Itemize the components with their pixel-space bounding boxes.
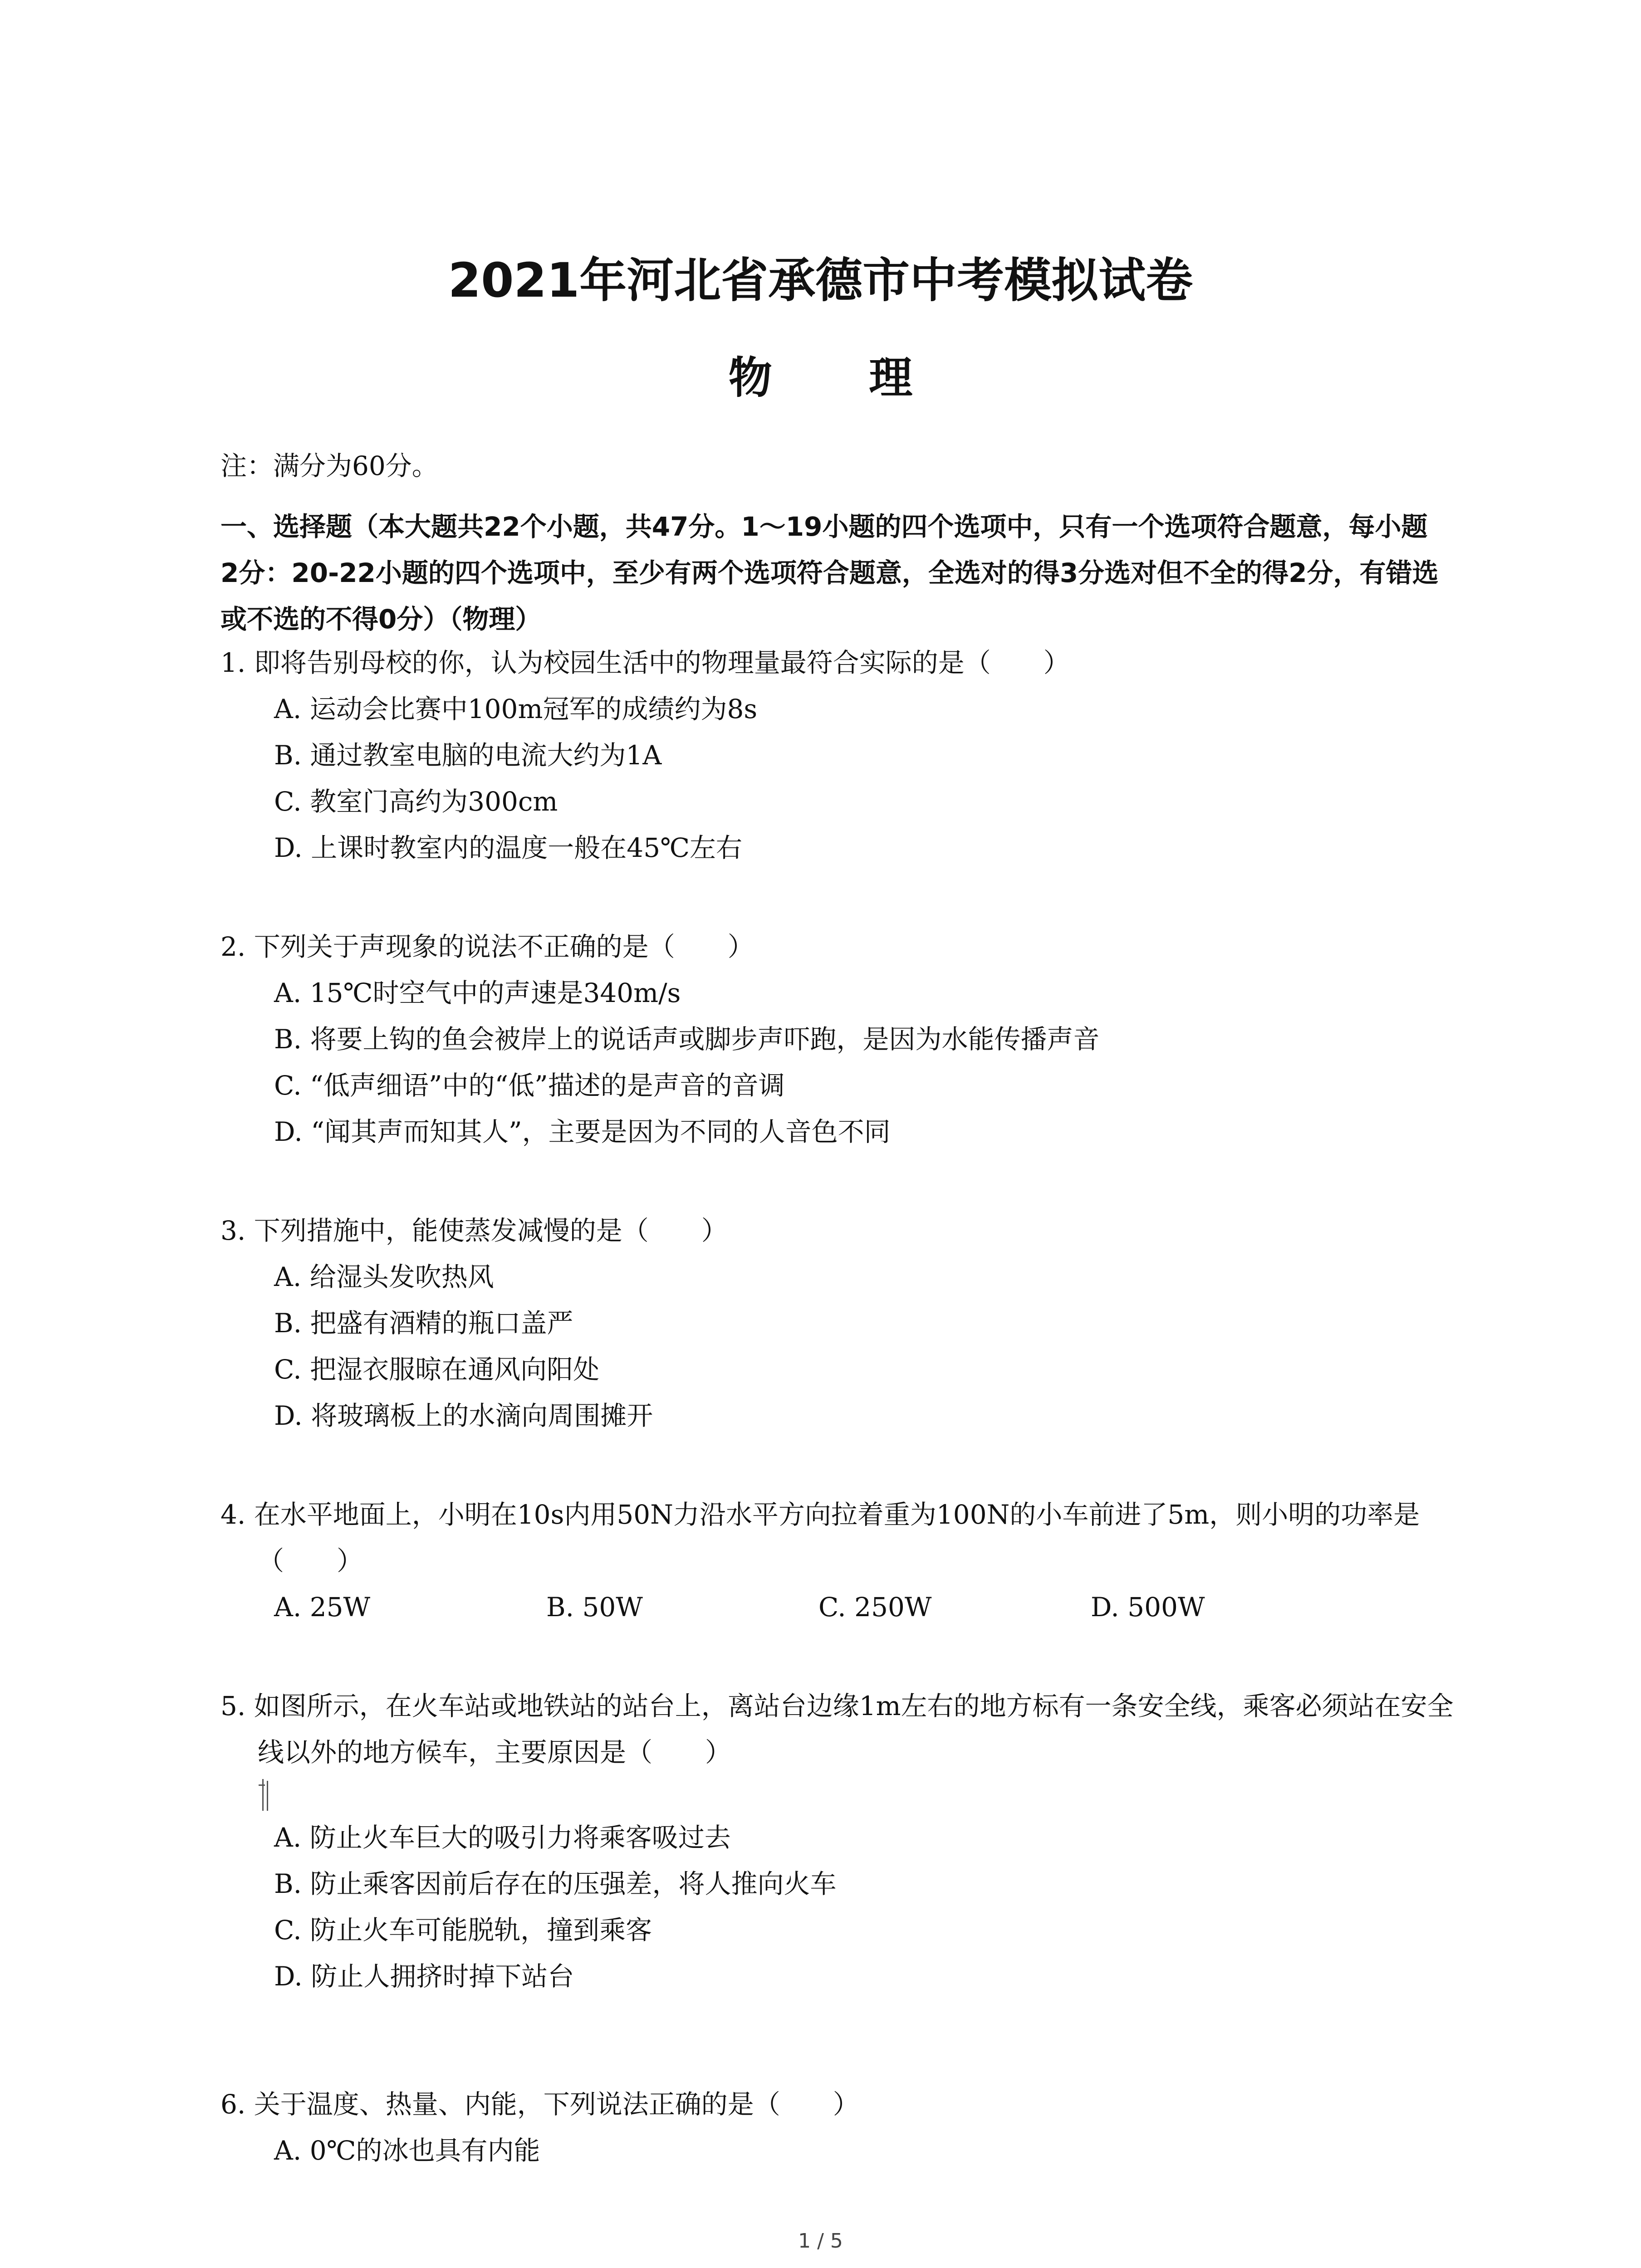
- question-1: [220, 640, 1464, 871]
- question-6: [220, 2081, 1464, 2174]
- question-stem: 3. 下列措施中，能使蒸发减慢的是（ ）: [220, 1215, 728, 1246]
- option-b: B. 将要上钩的鱼会被岸上的说话声或脚步声吓跑，是因为水能传播声音: [274, 1024, 1100, 1055]
- question-2: [220, 924, 1464, 1155]
- platform-figure-icon: [259, 1779, 273, 1811]
- option-c: C. “低声细语”中的“低”描述的是声音的音调: [274, 1070, 785, 1101]
- option-list: [220, 1254, 1464, 1439]
- option-d: D. “闻其声而知其人”，主要是因为不同的人音色不同: [274, 1116, 891, 1147]
- option-a: A. 0℃的冰也具有内能: [274, 2135, 540, 2166]
- page-number: 1 / 5: [798, 2229, 843, 2253]
- subject-title: 物 理: [728, 352, 954, 403]
- option-c: C. 防止火车可能脱轨，撞到乘客: [274, 1915, 652, 1945]
- option-a: A. 15℃时空气中的声速是340m/s: [274, 978, 681, 1008]
- question-stem: 6. 关于温度、热量、内能，下列说法正确的是（ ）: [220, 2089, 859, 2120]
- option-d: D. 500W: [1091, 1592, 1205, 1623]
- question-3: [220, 1207, 1464, 1439]
- option-d: D. 将玻璃板上的水滴向周围摊开: [274, 1400, 653, 1431]
- option-a: A. 给湿头发吹热风: [274, 1261, 494, 1292]
- option-d: D. 防止人拥挤时掉下站台: [274, 1961, 574, 1992]
- question-4: [220, 1491, 1464, 1630]
- option-c: C. 250W: [818, 1592, 932, 1623]
- option-c: C. 教室门高约为300cm: [274, 786, 558, 817]
- option-b: B. 防止乘客因前后存在的压强差，将人推向火车: [274, 1868, 837, 1899]
- option-a: A. 防止火车巨大的吸引力将乘客吸过去: [274, 1822, 731, 1853]
- section-heading: 一、选择题（本大题共22个小题，共47分。1～19小题的四个选项中，只有一个选项符合题意，每小题2分：20-22小题的四个选项中，至少有两个选项符合题意，全选对的得3分选对但不全的得2分，有错选或不选的不得0分）（物理）: [220, 511, 1439, 635]
- option-a: A. 25W: [274, 1592, 371, 1623]
- question-5: [220, 1683, 1464, 1999]
- question-stem: 5. 如图所示，在火车站或地铁站的站台上，离站台边缘1m左右的地方标有一条安全线，乘客必须站在安全线以外的地方候车，主要原因是（ ）: [220, 1691, 1454, 1768]
- option-list: [220, 686, 1464, 871]
- option-b: B. 50W: [546, 1592, 643, 1623]
- exam-title: 2021年河北省承德市中考模拟试卷: [448, 253, 1193, 308]
- option-list: [220, 970, 1464, 1155]
- score-note: 注：满分为60分。: [220, 450, 438, 481]
- question-stem: 2. 下列关于声现象的说法不正确的是（ ）: [220, 931, 754, 962]
- option-b: B. 把盛有酒精的瓶口盖严: [274, 1308, 573, 1339]
- option-d: D. 上课时教室内的温度一般在45℃左右: [274, 832, 742, 863]
- question-stem: 1. 即将告别母校的你，认为校园生活中的物理量最符合实际的是（ ）: [220, 647, 1070, 678]
- option-list: [220, 1584, 1464, 1630]
- option-list: [220, 1814, 1464, 1999]
- question-stem: 4. 在水平地面上，小明在10s内用50N力沿水平方向拉着重为100N的小车前进了5m，则小明的功率是（ ）: [220, 1499, 1420, 1576]
- option-b: B. 通过教室电脑的电流大约为1A: [274, 740, 662, 771]
- option-c: C. 把湿衣服晾在通风向阳处: [274, 1354, 600, 1385]
- option-a: A. 运动会比赛中100m冠军的成绩约为8s: [274, 694, 758, 724]
- option-list: [220, 2127, 1464, 2174]
